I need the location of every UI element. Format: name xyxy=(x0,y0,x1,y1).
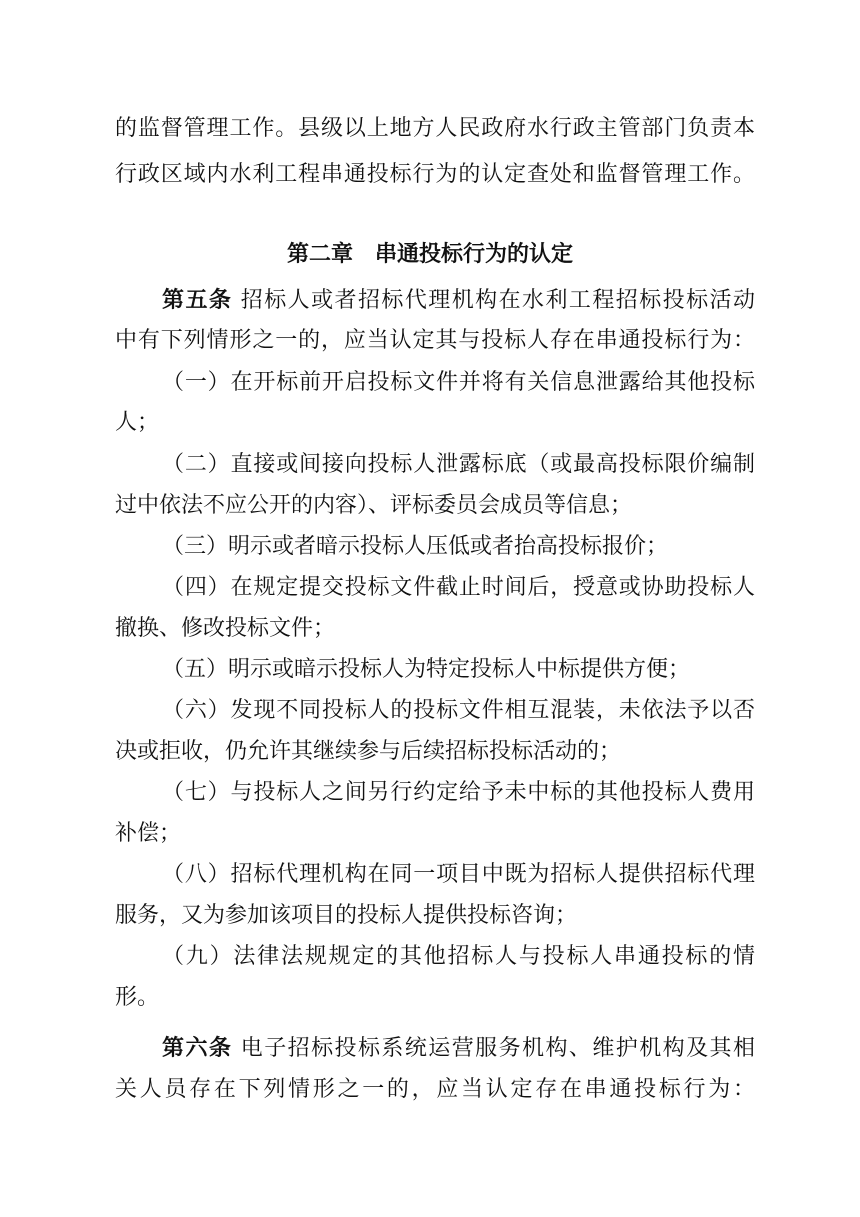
list-item-3-line-1: （三）明示或者暗示投标人压低或者抬高投标报价； xyxy=(162,534,669,559)
list-item-5-line-1: （五）明示或暗示投标人为特定投标人中标提供方便； xyxy=(162,657,691,682)
list-item-9-line-2: 形。 xyxy=(115,985,160,1010)
article-6-line-1 xyxy=(162,1034,755,1064)
chapter-heading: 第二章 串通投标行为的认定 xyxy=(286,242,573,267)
list-item-6-line-2: 决或拒收，仍允许其继续参与后续招标投标活动的； xyxy=(115,739,622,764)
list-item-4-line-2: 撤换、修改投标文件； xyxy=(115,616,336,641)
paragraph-line: 行政区域内水利工程串通投标行为的认定查处和监督管理工作。 xyxy=(115,162,755,187)
article-5-line-2: 中有下列情形之一的，应当认定其与投标人存在串通投标行为： xyxy=(115,328,755,353)
paragraph-line: 的监督管理工作。县级以上地方人民政府水行政主管部门负责本 xyxy=(115,116,755,141)
list-item-6-line-1: （六）发现不同投标人的投标文件相互混装，未依法予以否 xyxy=(162,698,755,723)
list-item-1-line-2: 人； xyxy=(115,410,160,435)
article-6-line-2: 关人员存在下列情形之一的，应当认定存在串通投标行为： xyxy=(115,1077,755,1102)
list-item-9-line-1: （九）法律法规规定的其他招标人与投标人串通投标的情 xyxy=(162,944,755,969)
article-6-label: 第六条 xyxy=(162,1036,233,1061)
list-item-8-line-1: （八）招标代理机构在同一项目中既为招标人提供招标代理 xyxy=(162,862,755,887)
list-item-2-line-1: （二）直接或间接向投标人泄露标底（或最高投标限价编制 xyxy=(162,452,755,477)
list-item-1-line-1: （一）在开标前开启投标文件并将有关信息泄露给其他投标 xyxy=(162,370,755,395)
article-6-text: 电子招标投标系统运营服务机构、维护机构及其相 xyxy=(240,1036,755,1061)
list-item-8-line-2: 服务，又为参加该项目的投标人提供投标咨询； xyxy=(115,903,578,928)
list-item-7-line-2: 补偿； xyxy=(115,821,182,846)
list-item-7-line-1: （七）与投标人之间另行约定给予未中标的其他投标人费用 xyxy=(162,780,755,805)
list-item-4-line-1: （四）在规定提交投标文件截止时间后，授意或协助投标人 xyxy=(162,575,755,600)
list-item-2-line-2: 过中依法不应公开的内容）、评标委员会成员等信息； xyxy=(115,493,633,518)
article-5-line-1 xyxy=(162,286,755,316)
article-5-label: 第五条 xyxy=(162,288,233,313)
article-5-text: 招标人或者招标代理机构在水利工程招标投标活动 xyxy=(240,288,755,313)
